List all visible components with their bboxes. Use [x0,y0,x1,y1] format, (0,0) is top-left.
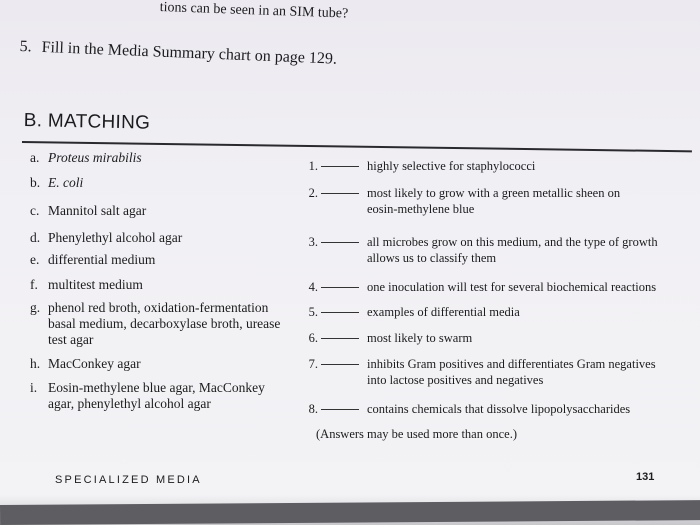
answer-blank-6[interactable] [321,338,359,339]
right-item-1: 1. highly selective for staphylococci [308,159,536,173]
right-item-2: 2. most likely to grow with a green metallic sheen on eosin-methylene blue [308,186,621,216]
answer-blank-3[interactable] [321,242,359,243]
answer-blank-2[interactable] [321,193,359,194]
question-5-text: Fill in the Media Summary chart on page 129. [41,38,338,68]
page-number: 131 [636,471,655,483]
left-item-f: f. multitest medium [30,277,143,292]
section-title: B. MATCHING [23,110,151,134]
left-item-h: h. MacConkey agar [30,356,141,371]
left-item-a: a. Proteus mirabilis [30,150,142,165]
right-item-4: 4. one inoculation will test for several biochemical reactions [308,280,657,294]
right-item-3: 3. all microbes grow on this medium, and the type of growth allows us to classify them [308,235,658,265]
page-edge-shadow [0,500,700,525]
answer-blank-1[interactable] [321,166,359,167]
question-5 [19,38,337,69]
question-5-number: 5. [19,38,32,56]
answer-blank-7[interactable] [321,364,359,365]
answers-note: (Answers may be used more than once.) [316,427,517,441]
answer-blank-8[interactable] [321,409,359,410]
right-item-5: 5. examples of differential media [308,305,520,319]
right-item-7: 7. inhibits Gram positives and differentiates Gram negatives into lactose positives and negatives [308,357,656,387]
answer-blank-4[interactable] [321,287,359,288]
left-item-c: c. Mannitol salt agar [30,203,147,218]
answer-blank-5[interactable] [321,312,359,313]
left-item-i: i. Eosin-methylene blue agar, MacConkey agar, phenylethyl alcohol agar [30,380,265,411]
right-item-6: 6. most likely to swarm [308,331,473,345]
left-item-b: b. E. coli [30,175,84,190]
left-item-g: g. phenol red broth, oxidation-fermentation basal medium, decarboxylase broth, urease test agar [30,300,281,347]
left-item-e: e. differential medium [30,252,156,267]
previous-question-fragment: tions can be seen in an SIM tube? [159,0,349,22]
right-item-8: 8. contains chemicals that dissolve lipopolysaccharides [308,402,631,416]
left-item-d: d. Phenylethyl alcohol agar [30,230,183,245]
footer-chapter-title: SPECIALIZED MEDIA [55,474,202,486]
